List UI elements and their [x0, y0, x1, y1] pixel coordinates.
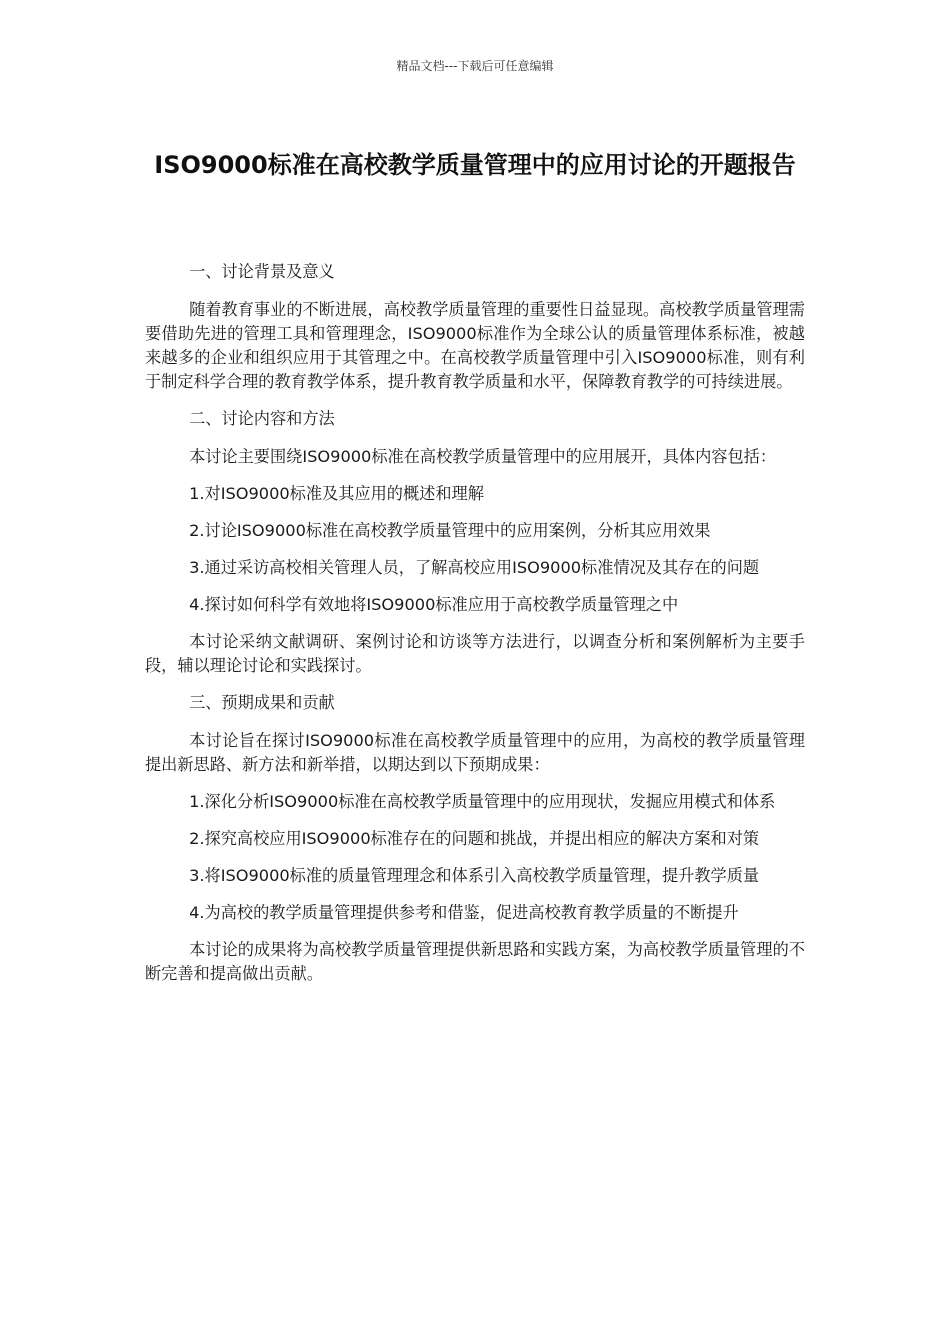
section-heading-outcomes: 三、预期成果和贡献 — [189, 693, 335, 712]
section-heading-content-methods: 二、讨论内容和方法 — [189, 409, 335, 428]
paragraph-outcomes-intro: 本讨论旨在探讨ISO9000标准在高校教学质量管理中的应用，为高校的教学质量管理提出新思路、新方法和新举措，以期达到以下预期成果： — [145, 731, 805, 774]
list-item-content-1: 1.对ISO9000标准及其应用的概述和理解 — [189, 484, 484, 503]
list-item-outcome-1: 1.深化分析ISO9000标准在高校教学质量管理中的应用现状，发掘应用模式和体系 — [189, 792, 776, 811]
list-item-outcome-4: 4.为高校的教学质量管理提供参考和借鉴，促进高校教育教学质量的不断提升 — [189, 903, 739, 922]
paragraph-content-intro: 本讨论主要围绕ISO9000标准在高校教学质量管理中的应用展开，具体内容包括： — [189, 447, 777, 466]
list-item-outcome-3: 3.将ISO9000标准的质量管理理念和体系引入高校教学质量管理，提升教学质量 — [189, 866, 760, 885]
paragraph-conclusion: 本讨论的成果将为高校教学质量管理提供新思路和实践方案，为高校教学质量管理的不断完善和提高做出贡献。 — [145, 940, 805, 983]
document-title: ISO9000标准在高校教学质量管理中的应用讨论的开题报告 — [154, 151, 796, 179]
section-heading-background: 一、讨论背景及意义 — [189, 262, 335, 281]
document-body — [145, 260, 805, 999]
paragraph-background: 随着教育事业的不断进展，高校教学质量管理的重要性日益显现。高校教学质量管理需要借助先进的管理工具和管理理念，ISO9000标准作为全球公认的质量管理体系标准，被越来越多的企业和组织应用于其管理之中。在高校教学质量管理中引入ISO9000标准，则有利于制定科学合理的教育教学体系，提升教育教学质量和水平，保障教育教学的可持续进展。 — [145, 300, 805, 391]
list-item-content-3: 3.通过采访高校相关管理人员，了解高校应用ISO9000标准情况及其存在的问题 — [189, 558, 760, 577]
list-item-content-2: 2.讨论ISO9000标准在高校教学质量管理中的应用案例，分析其应用效果 — [189, 521, 711, 540]
list-item-content-4: 4.探讨如何科学有效地将ISO9000标准应用于高校教学质量管理之中 — [189, 595, 679, 614]
list-item-outcome-2: 2.探究高校应用ISO9000标准存在的问题和挑战，并提出相应的解决方案和对策 — [189, 829, 760, 848]
header-note: 精品文档---下载后可任意编辑 — [396, 59, 554, 73]
paragraph-methods: 本讨论采纳文献调研、案例讨论和访谈等方法进行，以调查分析和案例解析为主要手段，辅以理论讨论和实践探讨。 — [145, 632, 805, 675]
